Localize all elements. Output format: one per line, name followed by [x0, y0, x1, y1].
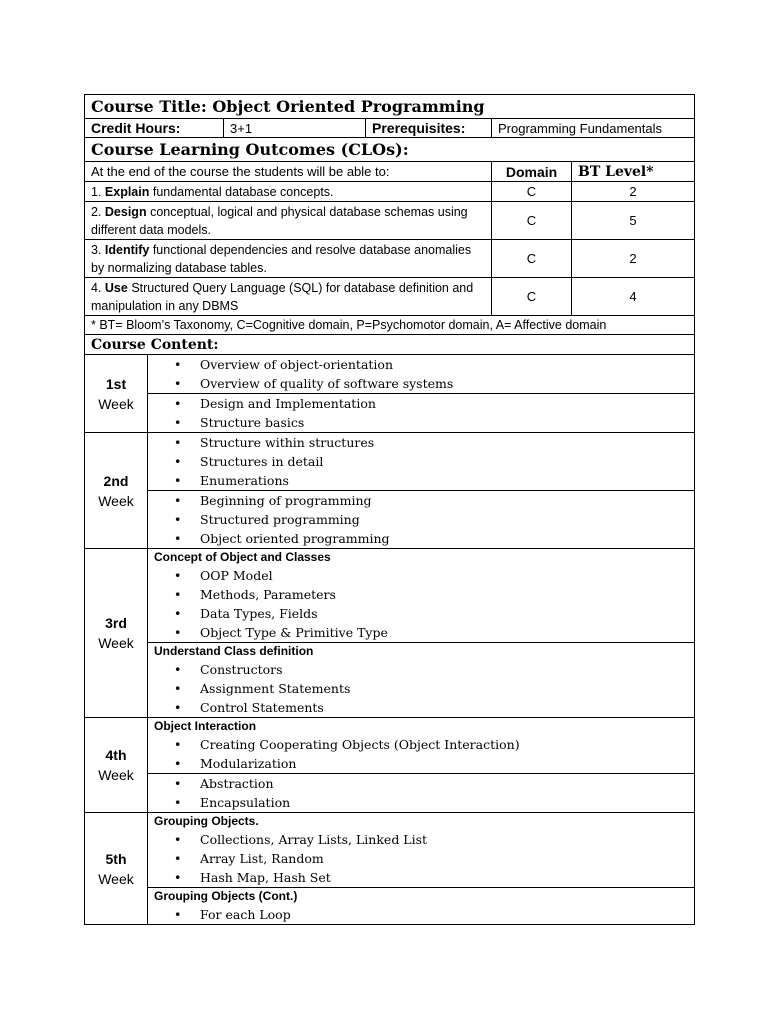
topic-item: • Structured programming [174, 510, 688, 529]
topic-item: • Design and Implementation [174, 394, 688, 413]
clo-description: functional dependencies and resolve database anomalies by normalizing database tables. [91, 242, 472, 275]
week-number: 2nd [103, 472, 129, 489]
topic-item: • Structure within structures [174, 433, 688, 452]
topic-item: • Encapsulation [174, 793, 688, 812]
topic-list [174, 735, 688, 773]
topic-item: • Structure basics [174, 413, 688, 432]
topic-list [174, 433, 688, 490]
topic-subheading: Grouping Objects (Cont.) [154, 889, 298, 903]
clo-verb: Design [104, 204, 147, 219]
topic-item: • Constructors [174, 660, 688, 679]
clo-domain: C [492, 278, 572, 316]
clo-domain: C [492, 240, 572, 278]
domain-header: Domain [492, 162, 572, 182]
week-block-row [85, 718, 695, 774]
topic-item: • Modularization [174, 754, 688, 773]
week-label: Week [98, 492, 134, 509]
clo-verb: Identify [104, 242, 150, 257]
clo-description: Structured Query Language (SQL) for database definition and manipulation in any DBMS [91, 280, 474, 313]
week-number: 5th [105, 850, 127, 867]
week-block-row [85, 549, 695, 643]
topic-item: • OOP Model [174, 566, 688, 585]
week-number: 3rd [105, 615, 127, 631]
topic-item: • Creating Cooperating Objects (Object Interaction) [174, 735, 688, 754]
week-block-row [85, 433, 695, 491]
week-topics [148, 718, 695, 774]
bt-level-header: BT Level* [572, 162, 695, 182]
week-cell [85, 355, 148, 433]
week-block-row [85, 888, 695, 925]
topic-list [174, 774, 688, 812]
prerequisites-label: Prerequisites: [366, 119, 492, 138]
week-block-row [85, 355, 695, 394]
week-label: Week [98, 395, 134, 412]
clo-bt-level: 5 [572, 202, 695, 240]
clo-row [85, 182, 695, 202]
clo-verb: Use [104, 280, 128, 295]
topic-item: • Object oriented programming [174, 529, 688, 548]
week-topics [148, 774, 695, 813]
clo-domain: C [492, 182, 572, 202]
topic-list [174, 660, 688, 717]
week-block-row [85, 394, 695, 433]
week-topics [148, 643, 695, 718]
week-cell [85, 813, 148, 925]
clo-row [85, 278, 695, 316]
clo-bt-level: 4 [572, 278, 695, 316]
course-title: Course Title: Object Oriented Programming [85, 95, 695, 119]
course-outline-table [84, 94, 695, 925]
week-cell [85, 433, 148, 549]
topic-item: • Structures in detail [174, 452, 688, 471]
topic-item: • Enumerations [174, 471, 688, 490]
clo-text [85, 182, 492, 202]
topic-subheading: Concept of Object and Classes [154, 550, 331, 564]
topic-subheading: Object Interaction [154, 719, 257, 733]
week-cell [85, 549, 148, 718]
clo-number: 2. [91, 204, 105, 219]
topic-list [174, 905, 688, 924]
topic-item: • Beginning of programming [174, 491, 688, 510]
topic-subheading: Grouping Objects. [154, 814, 259, 828]
week-topics [148, 813, 695, 888]
topic-list [174, 566, 688, 642]
topic-item: • Abstraction [174, 774, 688, 793]
topic-item: • Collections, Array Lists, Linked List [174, 830, 688, 849]
topic-item: • Array List, Random [174, 849, 688, 868]
clo-number: 4. [91, 280, 105, 295]
topic-subheading: Understand Class definition [154, 644, 314, 658]
topic-item: • Data Types, Fields [174, 604, 688, 623]
week-topics [148, 433, 695, 491]
topic-item: • Overview of quality of software systems [174, 374, 688, 393]
clo-description: fundamental database concepts. [149, 184, 334, 199]
week-number: 4th [105, 747, 127, 763]
week-block-row [85, 491, 695, 549]
week-cell [85, 718, 148, 813]
topic-item: • Assignment Statements [174, 679, 688, 698]
topic-list [174, 491, 688, 548]
week-number: 1st [105, 375, 127, 392]
topic-item: • Methods, Parameters [174, 585, 688, 604]
clo-bt-level: 2 [572, 240, 695, 278]
credit-hours-label: Credit Hours: [85, 119, 224, 138]
topic-item: • Object Type & Primitive Type [174, 623, 688, 642]
clo-description: conceptual, logical and physical database schemas using different data models. [91, 204, 468, 237]
clo-number: 3. [91, 242, 105, 257]
clo-verb: Explain [104, 184, 150, 199]
topic-list [174, 394, 688, 432]
credit-hours-value: 3+1 [224, 119, 366, 138]
prerequisites-value: Programming Fundamentals [492, 119, 695, 138]
clo-number: 1. [91, 184, 105, 199]
week-topics [148, 491, 695, 549]
week-topics [148, 549, 695, 643]
week-label: Week [98, 870, 134, 887]
clo-intro: At the end of the course the students will be able to: [85, 162, 492, 182]
week-label: Week [98, 635, 134, 651]
topic-item: • Control Statements [174, 698, 688, 717]
clo-row [85, 202, 695, 240]
week-block-row [85, 774, 695, 813]
clo-text [85, 202, 492, 240]
topic-list [174, 830, 688, 887]
week-topics [148, 888, 695, 925]
topic-list [174, 355, 688, 393]
week-topics [148, 355, 695, 394]
topic-item: • Hash Map, Hash Set [174, 868, 688, 887]
course-content-heading: Course Content: [85, 335, 695, 355]
bt-footnote: * BT= Bloom’s Taxonomy, C=Cognitive domain, P=Psychomotor domain, A= Affective domain [85, 316, 695, 335]
topic-item: • For each Loop [174, 905, 688, 924]
clo-bt-level: 2 [572, 182, 695, 202]
clo-row [85, 240, 695, 278]
week-block-row [85, 813, 695, 888]
clo-text [85, 240, 492, 278]
week-topics [148, 394, 695, 433]
topic-item: • Overview of object-orientation [174, 355, 688, 374]
week-block-row [85, 643, 695, 718]
clo-domain: C [492, 202, 572, 240]
week-label: Week [98, 767, 134, 783]
clo-heading: Course Learning Outcomes (CLOs): [85, 138, 695, 162]
clo-text [85, 278, 492, 316]
